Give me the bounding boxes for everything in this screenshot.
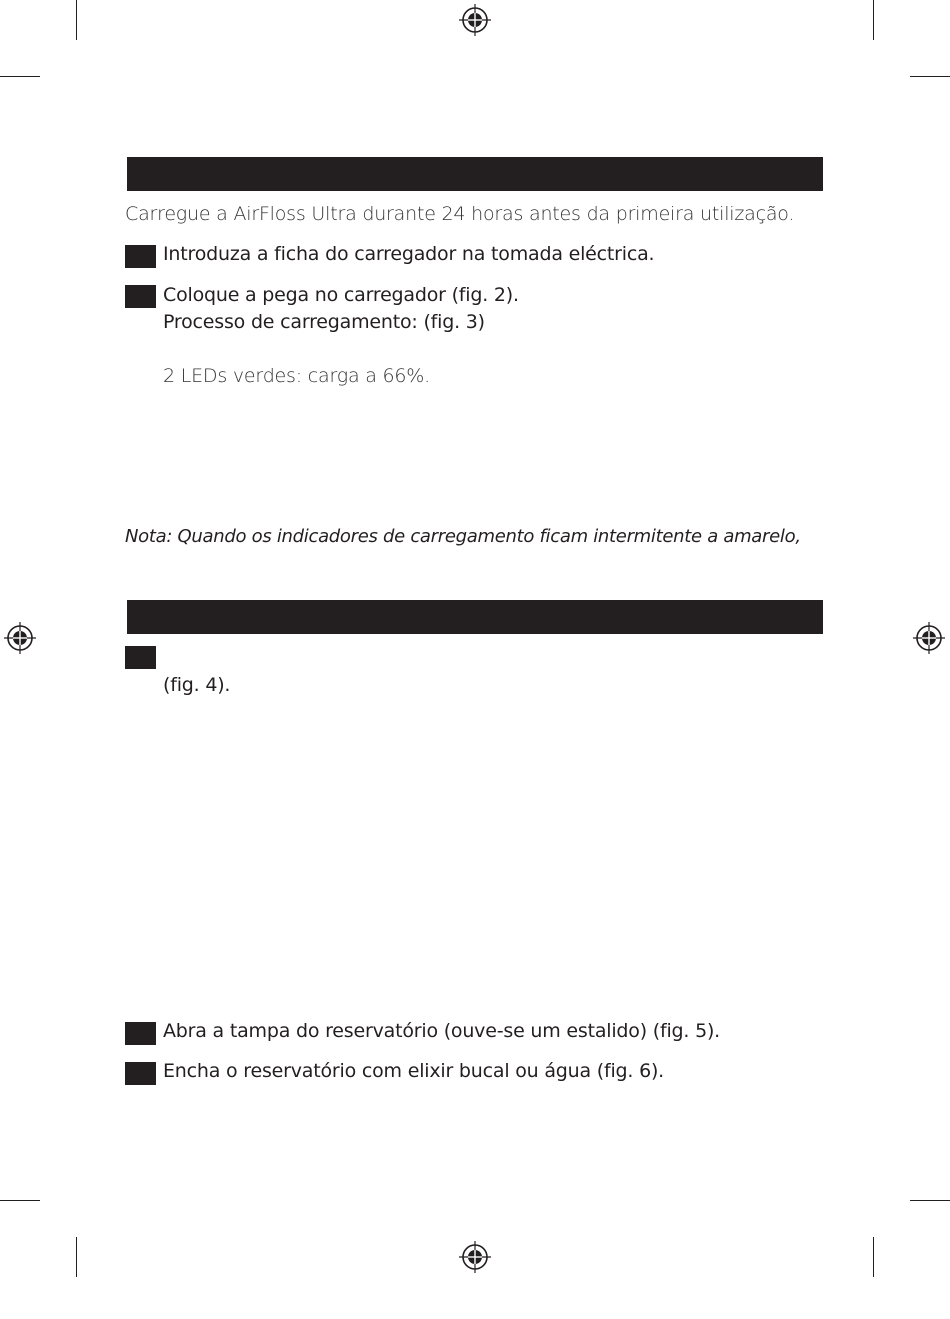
note-text: Nota: Quando os indicadores de carregamento ficam intermitente a amarelo, bbox=[125, 526, 801, 547]
section-header-bar bbox=[127, 600, 823, 634]
registration-mark-icon bbox=[459, 4, 491, 36]
step-bullet bbox=[125, 1062, 156, 1085]
step-text: Coloque a pega no carregador (fig. 2). bbox=[163, 284, 519, 306]
crop-mark bbox=[0, 1200, 40, 1201]
step-text: Abra a tampa do reservatório (ouve-se um estalido) (fig. 5). bbox=[163, 1020, 721, 1042]
step-bullet bbox=[125, 646, 156, 669]
crop-mark bbox=[0, 76, 40, 77]
charging-process-text: Processo de carregamento: (fig. 3) bbox=[163, 311, 485, 333]
registration-mark-icon bbox=[459, 1241, 491, 1273]
crop-mark bbox=[910, 1200, 950, 1201]
step-text: Encha o reservatório com elixir bucal ou água (fig. 6). bbox=[163, 1060, 665, 1082]
step-bullet bbox=[125, 1022, 156, 1045]
crop-mark bbox=[76, 1237, 77, 1277]
step-text: Introduza a ficha do carregador na tomada eléctrica. bbox=[163, 243, 655, 265]
crop-mark bbox=[873, 0, 874, 40]
step-bullet bbox=[125, 245, 156, 268]
intro-text: Carregue a AirFloss Ultra durante 24 horas antes da primeira utilização. bbox=[125, 203, 795, 225]
step-bullet bbox=[125, 285, 156, 308]
crop-mark bbox=[910, 76, 950, 77]
crop-mark bbox=[76, 0, 77, 40]
registration-mark-icon bbox=[913, 622, 945, 654]
led-status-text: 2 LEDs verdes: carga a 66%. bbox=[163, 365, 430, 387]
crop-mark bbox=[873, 1237, 874, 1277]
registration-mark-icon bbox=[4, 622, 36, 654]
section-header-bar bbox=[127, 157, 823, 191]
fig4-reference: (fig. 4). bbox=[163, 674, 231, 696]
